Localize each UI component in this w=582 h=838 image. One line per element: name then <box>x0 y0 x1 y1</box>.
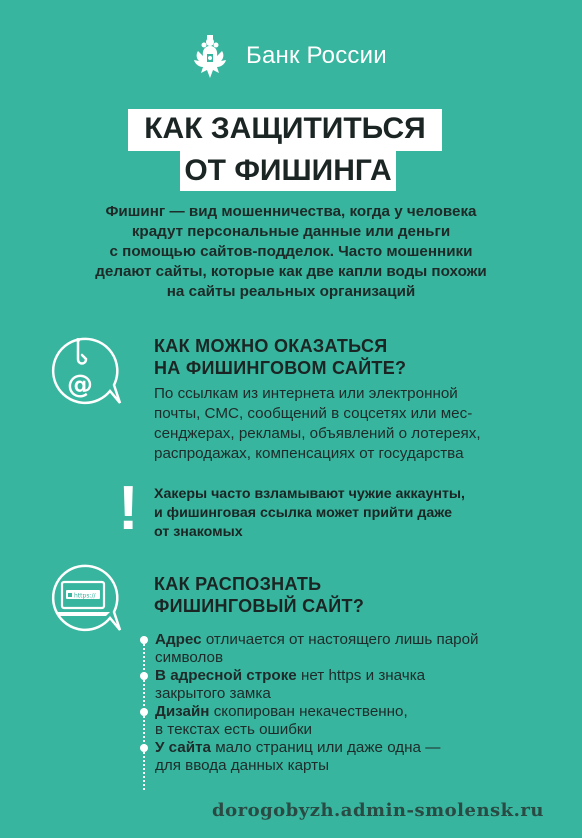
list-item-bold: Адрес <box>155 631 202 648</box>
watermark-url: dorogobyzh.admin-smolensk.ru <box>212 800 544 821</box>
warning-line: Хакеры часто взламывают чужие аккаунты, <box>154 486 465 502</box>
section1-text-line: сенджерах, рекламы, объявлений о лотереях, <box>154 425 481 442</box>
list-item <box>155 631 555 667</box>
intro-paragraph <box>60 202 522 302</box>
intro-line: делают сайты, которые как две капли воды похожи <box>95 263 487 280</box>
list-item-line2: в текстах есть ошибки <box>155 721 313 738</box>
title-line-2-box <box>180 151 396 191</box>
list-item-line2: для ввода данных карты <box>155 757 329 774</box>
double-headed-eagle-logo-icon <box>187 34 233 80</box>
recognition-list <box>155 631 555 775</box>
bullet-dot-icon <box>140 708 148 716</box>
section2-title-line: ФИШИНГОВЫЙ САЙТ? <box>154 596 365 616</box>
list-item-line2: закрытого замка <box>155 685 271 702</box>
section1-text-line: почты, СМС, сообщений в соцсетях или мес- <box>154 405 473 422</box>
section2-title <box>154 573 364 617</box>
intro-line: на сайты реальных организаций <box>166 283 416 300</box>
list-item-bold: В адресной строке <box>155 667 297 684</box>
warning-line: от знакомых <box>154 524 243 540</box>
phishing-hook-at-icon <box>42 333 126 413</box>
intro-line: крадут персональные данные или деньги <box>131 223 451 240</box>
section1-title <box>154 335 406 379</box>
list-item-text: отличается от настоящего лишь парой <box>201 631 479 648</box>
bullet-dot-icon <box>140 672 148 680</box>
list-item-text: скопирован некачественно, <box>209 703 408 720</box>
intro-line: Фишинг — вид мошенничества, когда у человека <box>105 203 477 220</box>
bank-name: Банк России <box>246 42 387 69</box>
bullet-dot-icon <box>140 636 148 644</box>
list-item-bold: Дизайн <box>155 703 210 720</box>
list-item <box>155 667 555 703</box>
page-title-line-1: КАК ЗАЩИТИТЬСЯ <box>144 112 426 145</box>
section1-text-line: распродажах, компенсациях от государства <box>154 445 464 462</box>
intro-line: с помощью сайтов-подделок. Часто мошенники <box>109 243 473 260</box>
warning-line: и фишинговая ссылка может прийти даже <box>154 505 452 521</box>
list-item <box>155 739 555 775</box>
section1-title-line: НА ФИШИНГОВОМ САЙТЕ? <box>154 358 407 378</box>
list-item-line2: символов <box>155 649 224 666</box>
list-item <box>155 703 555 739</box>
list-item-text: мало страниц или даже одна — <box>210 739 441 756</box>
title-line-1-box <box>128 109 442 151</box>
exclamation-icon: ! <box>118 474 139 543</box>
bullet-dot-icon <box>140 744 148 752</box>
url-bar-text: https:// <box>74 592 96 600</box>
header <box>0 34 582 80</box>
section1-title-line: КАК МОЖНО ОКАЗАТЬСЯ <box>154 336 388 356</box>
at-sign-glyph: @ <box>67 370 93 400</box>
list-item-text: нет https и значка <box>296 667 426 684</box>
laptop-https-icon <box>42 560 126 640</box>
section2-title-line: КАК РАСПОЗНАТЬ <box>154 574 322 594</box>
section1-text <box>154 384 481 464</box>
section1-text-line: По ссылкам из интернета или электронной <box>154 385 458 402</box>
warning-text <box>154 485 465 542</box>
page-title-line-2: ОТ ФИШИНГА <box>184 154 392 187</box>
list-item-bold: У сайта <box>155 739 211 756</box>
